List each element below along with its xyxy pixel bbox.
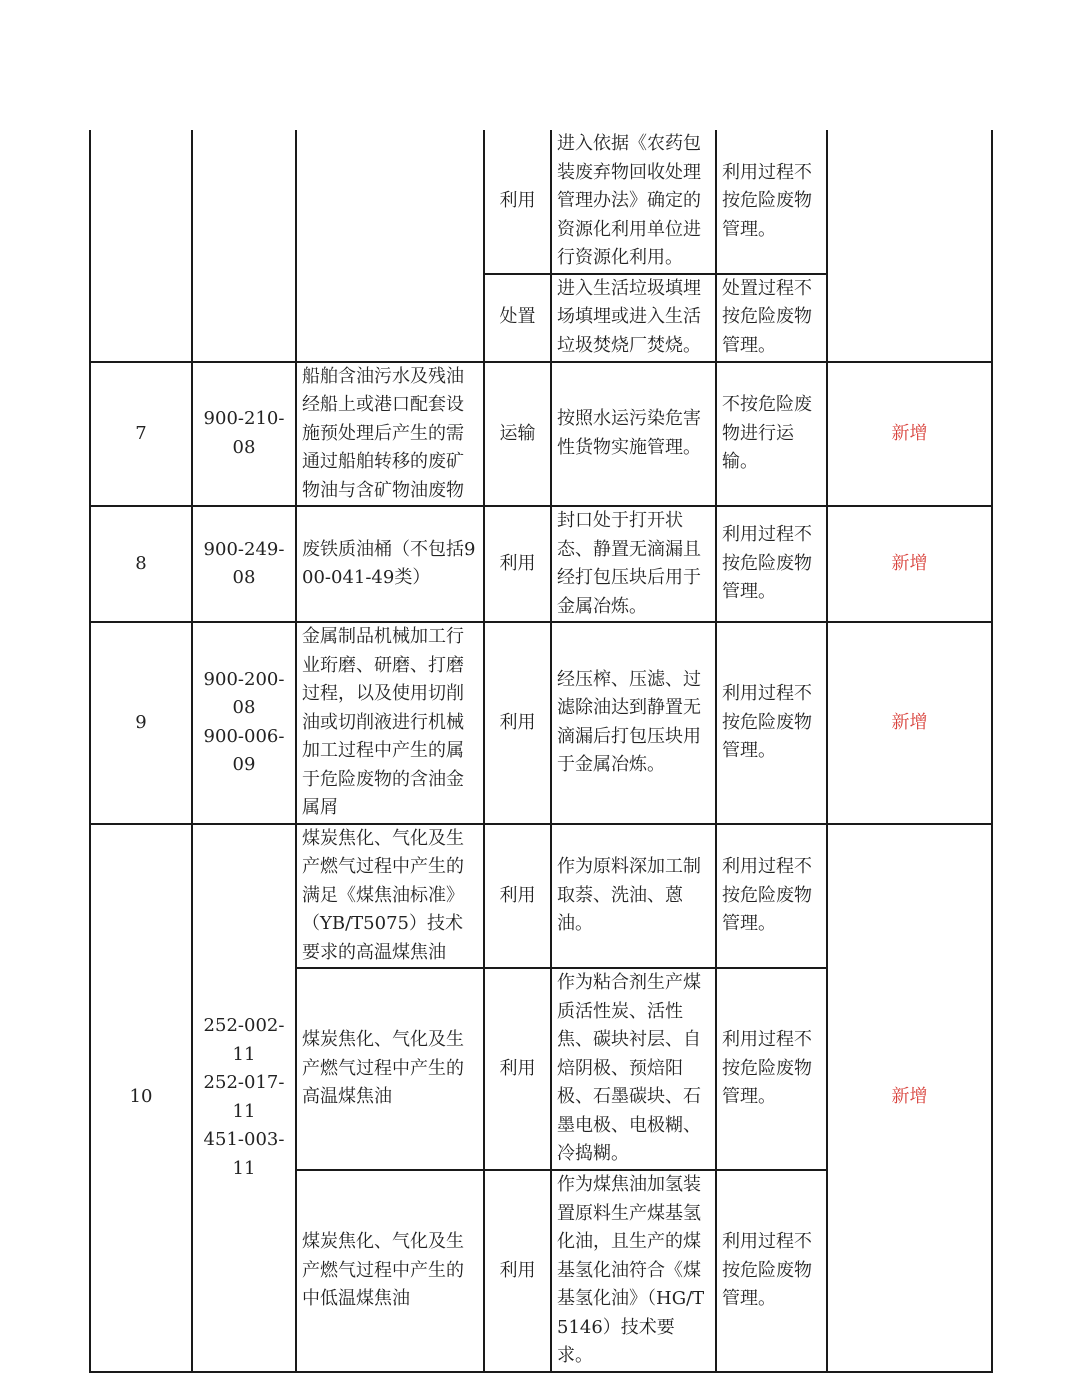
exemption-cell: 利用过程不按危险废物管理。 — [716, 622, 827, 824]
condition-cell: 作为粘合剂生产煤质活性炭、活性焦、碳块衬层、自焙阴极、预焙阳极、石墨碳块、石墨电极、电极糊、冷捣糊。 — [551, 968, 716, 1170]
exemption-cell: 利用过程不按危险废物管理。 — [716, 506, 827, 622]
exemption-cell: 处置过程不按危险废物管理。 — [716, 274, 827, 362]
condition-cell: 作为煤焦油加氢装置原料生产煤基氢化油，且生产的煤基氢化油符合《煤基氢化油》（HG/T5146）技术要求。 — [551, 1170, 716, 1372]
row-number-cell — [90, 130, 192, 362]
table-row — [90, 824, 992, 969]
remark-cell: 新增 — [827, 622, 992, 824]
waste-description-cell — [296, 130, 484, 362]
row-number-cell: 7 — [90, 362, 192, 507]
condition-cell: 经压榨、压滤、过滤除油达到静置无滴漏后打包压块用于金属冶炼。 — [551, 622, 716, 824]
waste-code-line: 900-200-08 — [203, 668, 285, 719]
waste-code-cell: 900-210-08 — [192, 362, 296, 507]
row-number-cell: 9 — [90, 622, 192, 824]
remark-cell: 新增 — [827, 506, 992, 622]
stage-cell: 利用 — [484, 130, 551, 274]
condition-cell: 进入生活垃圾填埋场填埋或进入生活垃圾焚烧厂焚烧。 — [551, 274, 716, 362]
exemption-cell: 利用过程不按危险废物管理。 — [716, 130, 827, 274]
exemption-cell: 不按危险废物进行运输。 — [716, 362, 827, 507]
remark-cell — [827, 130, 992, 362]
remark-cell: 新增 — [827, 824, 992, 1372]
waste-code-cell — [192, 622, 296, 824]
exemption-cell: 利用过程不按危险废物管理。 — [716, 1170, 827, 1372]
stage-cell: 利用 — [484, 824, 551, 969]
condition-cell: 封口处于打开状态、静置无滴漏且经打包压块后用于金属冶炼。 — [551, 506, 716, 622]
waste-code-cell: 900-249-08 — [192, 506, 296, 622]
stage-cell: 处置 — [484, 274, 551, 362]
waste-description-cell: 废铁质油桶（不包括900-041-49类） — [296, 506, 484, 622]
waste-code-line: 252-002-11 — [203, 1015, 285, 1065]
waste-description-cell: 煤炭焦化、气化及生产燃气过程中产生的高温煤焦油 — [296, 968, 484, 1170]
condition-cell: 按照水运污染危害性货物实施管理。 — [551, 362, 716, 507]
waste-description-cell: 金属制品机械加工行业珩磨、研磨、打磨过程，以及使用切削油或切削液进行机械加工过程中产生的属于危险废物的含油金属屑 — [296, 622, 484, 824]
exemption-cell: 利用过程不按危险废物管理。 — [716, 968, 827, 1170]
table-row — [90, 362, 992, 507]
stage-cell: 利用 — [484, 968, 551, 1170]
row-number-cell: 8 — [90, 506, 192, 622]
stage-cell: 利用 — [484, 622, 551, 824]
stage-cell: 运输 — [484, 362, 551, 507]
waste-description-cell: 船舶含油污水及残油经船上或港口配套设施预处理后产生的需通过船舶转移的废矿物油与含矿物油废物 — [296, 362, 484, 507]
table-row — [90, 130, 992, 274]
waste-code-line: 451-003-11 — [203, 1129, 285, 1179]
waste-code-line: 252-017-11 — [203, 1072, 285, 1122]
table-row — [90, 506, 992, 622]
waste-description-cell: 煤炭焦化、气化及生产燃气过程中产生的满足《煤焦油标准》（YB/T5075）技术要求的高温煤焦油 — [296, 824, 484, 969]
waste-description-cell: 煤炭焦化、气化及生产燃气过程中产生的中低温煤焦油 — [296, 1170, 484, 1372]
exemption-cell: 利用过程不按危险废物管理。 — [716, 824, 827, 969]
waste-code-cell — [192, 130, 296, 362]
remark-cell: 新增 — [827, 362, 992, 507]
table-row — [90, 622, 992, 824]
row-number-cell: 10 — [90, 824, 192, 1372]
stage-cell: 利用 — [484, 1170, 551, 1372]
condition-cell: 进入依据《农药包装废弃物回收处理管理办法》确定的资源化利用单位进行资源化利用。 — [551, 130, 716, 274]
waste-code-cell — [192, 824, 296, 1372]
waste-code-line: 900-006-09 — [203, 725, 285, 776]
condition-cell: 作为原料深加工制取萘、洗油、蒽油。 — [551, 824, 716, 969]
stage-cell: 利用 — [484, 506, 551, 622]
exemption-table — [89, 130, 993, 1373]
